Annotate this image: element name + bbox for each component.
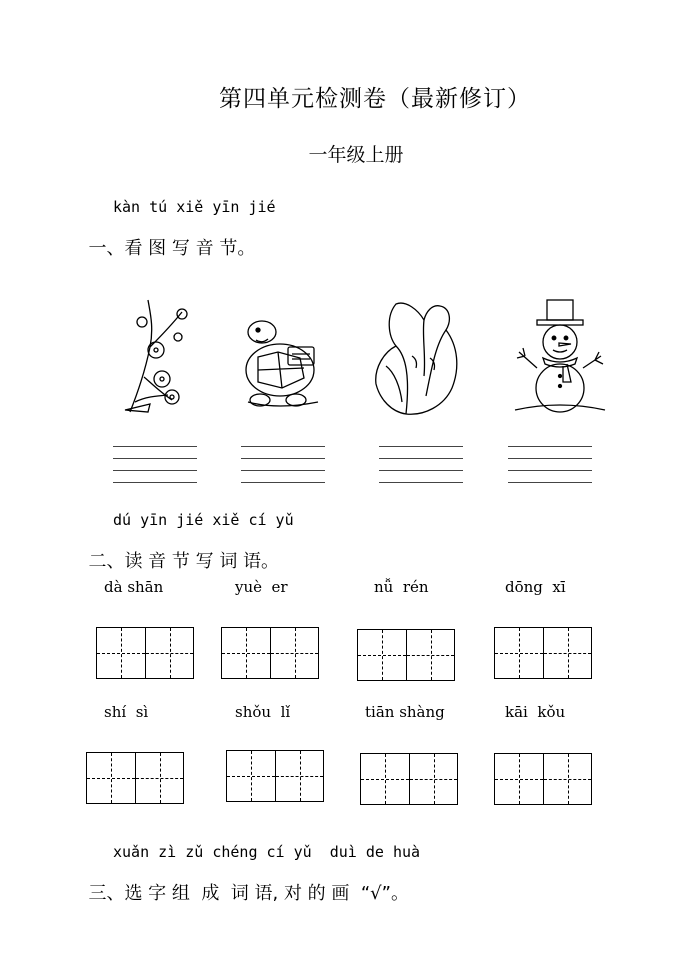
section-1-heading: [77, 213, 255, 260]
tian-grid[interactable]: [221, 627, 319, 679]
word-pinyin: nǚ rén: [374, 578, 429, 596]
snowman-icon: [513, 296, 608, 414]
tian-grid[interactable]: [226, 750, 324, 802]
tian-grid[interactable]: [360, 753, 458, 805]
word-pinyin: yuè er: [235, 578, 288, 596]
section-3-number: 三、: [88, 883, 125, 904]
page-subtitle: 一年级上册: [308, 144, 404, 166]
write-lines-3[interactable]: [379, 446, 463, 494]
turtle-icon: [238, 312, 328, 414]
section-2-heading: [77, 526, 279, 573]
section-3-pinyin: xuǎn zì zǔ chéng cí yǔ duì de huà: [113, 843, 421, 861]
plum-blossom-icon: [120, 292, 200, 417]
write-lines-2[interactable]: [241, 446, 325, 494]
section-2-number: 二、: [88, 551, 125, 572]
tian-grid[interactable]: [494, 627, 592, 679]
word-pinyin: dōng xī: [505, 578, 566, 596]
section-3-heading: [77, 858, 409, 905]
section-1-text: 看 图 写 音 节。: [124, 238, 256, 259]
section-2-pinyin: dú yīn jié xiě cí yǔ: [113, 511, 294, 529]
page-title: 第四单元检测卷（最新修订）: [219, 86, 531, 112]
tian-grid[interactable]: [96, 627, 194, 679]
word-pinyin: dà shān: [104, 578, 164, 596]
word-pinyin: kāi kǒu: [505, 703, 566, 721]
section-1-pinyin: kàn tú xiě yīn jié: [113, 198, 276, 216]
section-1-number: 一、: [88, 238, 125, 259]
section-3-text: 选 字 组 成 词 语, 对 的 画 “√”。: [124, 883, 409, 904]
write-lines-4[interactable]: [508, 446, 592, 494]
word-pinyin: shí sì: [104, 703, 149, 721]
word-pinyin: shǒu lǐ: [235, 703, 291, 721]
section-2-text: 读 音 节 写 词 语。: [124, 551, 280, 572]
cabbage-icon: [366, 296, 466, 418]
tian-grid[interactable]: [357, 629, 455, 681]
tian-grid[interactable]: [494, 753, 592, 805]
word-pinyin: tiān shàng: [365, 703, 445, 721]
tian-grid[interactable]: [86, 752, 184, 804]
write-lines-1[interactable]: [113, 446, 197, 494]
